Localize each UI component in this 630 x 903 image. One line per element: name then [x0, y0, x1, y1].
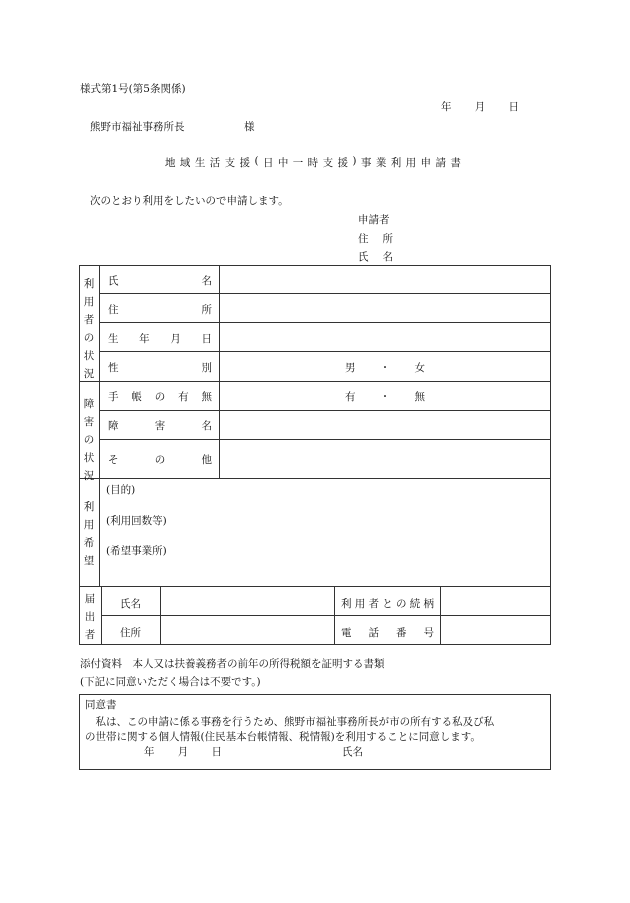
heading-column-divider — [99, 265, 100, 587]
usage-wish-heading: 利用希望 — [83, 501, 95, 567]
sex-option-male: 男 — [345, 362, 356, 374]
handbook-options: 有 ・ 無 — [345, 391, 425, 403]
user-name-label: 氏 名 — [108, 275, 212, 287]
handbook-option-no: 無 — [414, 391, 425, 403]
notifier-label-divider — [160, 587, 161, 645]
section-divider — [79, 586, 551, 587]
user-sex-label: 性 別 — [108, 362, 212, 374]
section-divider — [79, 478, 551, 479]
row-divider — [99, 322, 551, 323]
row-divider — [99, 439, 551, 440]
sex-options: 男 ・ 女 — [345, 362, 425, 374]
consent-title: 同意書 — [85, 699, 117, 711]
sex-option-female: 女 — [414, 362, 425, 374]
addressee: 熊野市福祉事務所長 — [90, 121, 185, 133]
user-status-heading: 利用者の状況 — [83, 278, 95, 380]
consent-body-line2: の世帯に関する個人情報(住民基本台帳情報、税情報)を利用することに同意します。 — [85, 731, 481, 743]
intro-text: 次のとおり利用をしたいので申請します。 — [90, 195, 289, 207]
user-address-label: 住 所 — [108, 304, 212, 316]
date-line — [441, 99, 519, 114]
applicant-name-label: 氏 名 — [358, 251, 393, 263]
consent-date: 年 月 日 — [144, 746, 222, 758]
purpose-label: (目的) — [106, 484, 136, 496]
notifier-heading: 届出者 — [84, 593, 96, 641]
notifier-right-divider — [440, 587, 441, 645]
row-divider — [99, 293, 551, 294]
month-label: 月 — [474, 101, 486, 113]
relation-label: 利 用 者 と の 続 柄 — [341, 598, 434, 610]
notifier-heading-divider — [101, 587, 102, 645]
handbook-option-yes: 有 — [345, 391, 356, 403]
notifier-middle-divider — [334, 587, 335, 645]
label-column-divider — [219, 265, 220, 478]
user-birthdate-label: 生 年 月 日 — [108, 333, 212, 345]
other-label: そ の 他 — [108, 454, 212, 466]
disability-status-heading: 障害の状況 — [83, 398, 95, 482]
form-title: 地 域 生 活 支 援 ( 日 中 一 時 支 援 ) 事 業 利 用 申 請 書 — [165, 155, 461, 169]
consent-name-label: 氏名 — [342, 746, 363, 758]
facility-label: (希望事業所) — [106, 545, 167, 557]
handbook-label: 手 帳 の 有 無 — [108, 391, 212, 403]
attachment-note: 添付資料 本人又は扶養義務者の前年の所得税額を証明する書類 — [80, 658, 385, 670]
row-divider — [99, 351, 551, 352]
year-label: 年 — [441, 101, 452, 113]
applicant-address-label: 住 所 — [358, 233, 393, 245]
attachment-exemption: (下記に同意いただく場合は不要です。) — [80, 676, 261, 688]
notifier-name-label: 氏名 — [120, 598, 141, 610]
consent-body-line1: 私は、この申請に係る事務を行うため、熊野市福祉事務所長が市の所有する私及び私 — [85, 716, 495, 728]
addressee-honorific: 様 — [244, 121, 255, 133]
day-label: 日 — [508, 101, 519, 113]
section-divider — [79, 381, 551, 382]
form-number: 様式第1号(第5条関係) — [80, 83, 186, 95]
frequency-label: (利用回数等) — [106, 515, 167, 527]
applicant-label: 申請者 — [358, 214, 390, 226]
row-divider — [99, 410, 551, 411]
notifier-address-label: 住所 — [120, 627, 141, 639]
phone-label: 電 話 番 号 — [341, 627, 434, 639]
disability-name-label: 障 害 名 — [108, 420, 212, 432]
row-divider — [101, 615, 551, 616]
